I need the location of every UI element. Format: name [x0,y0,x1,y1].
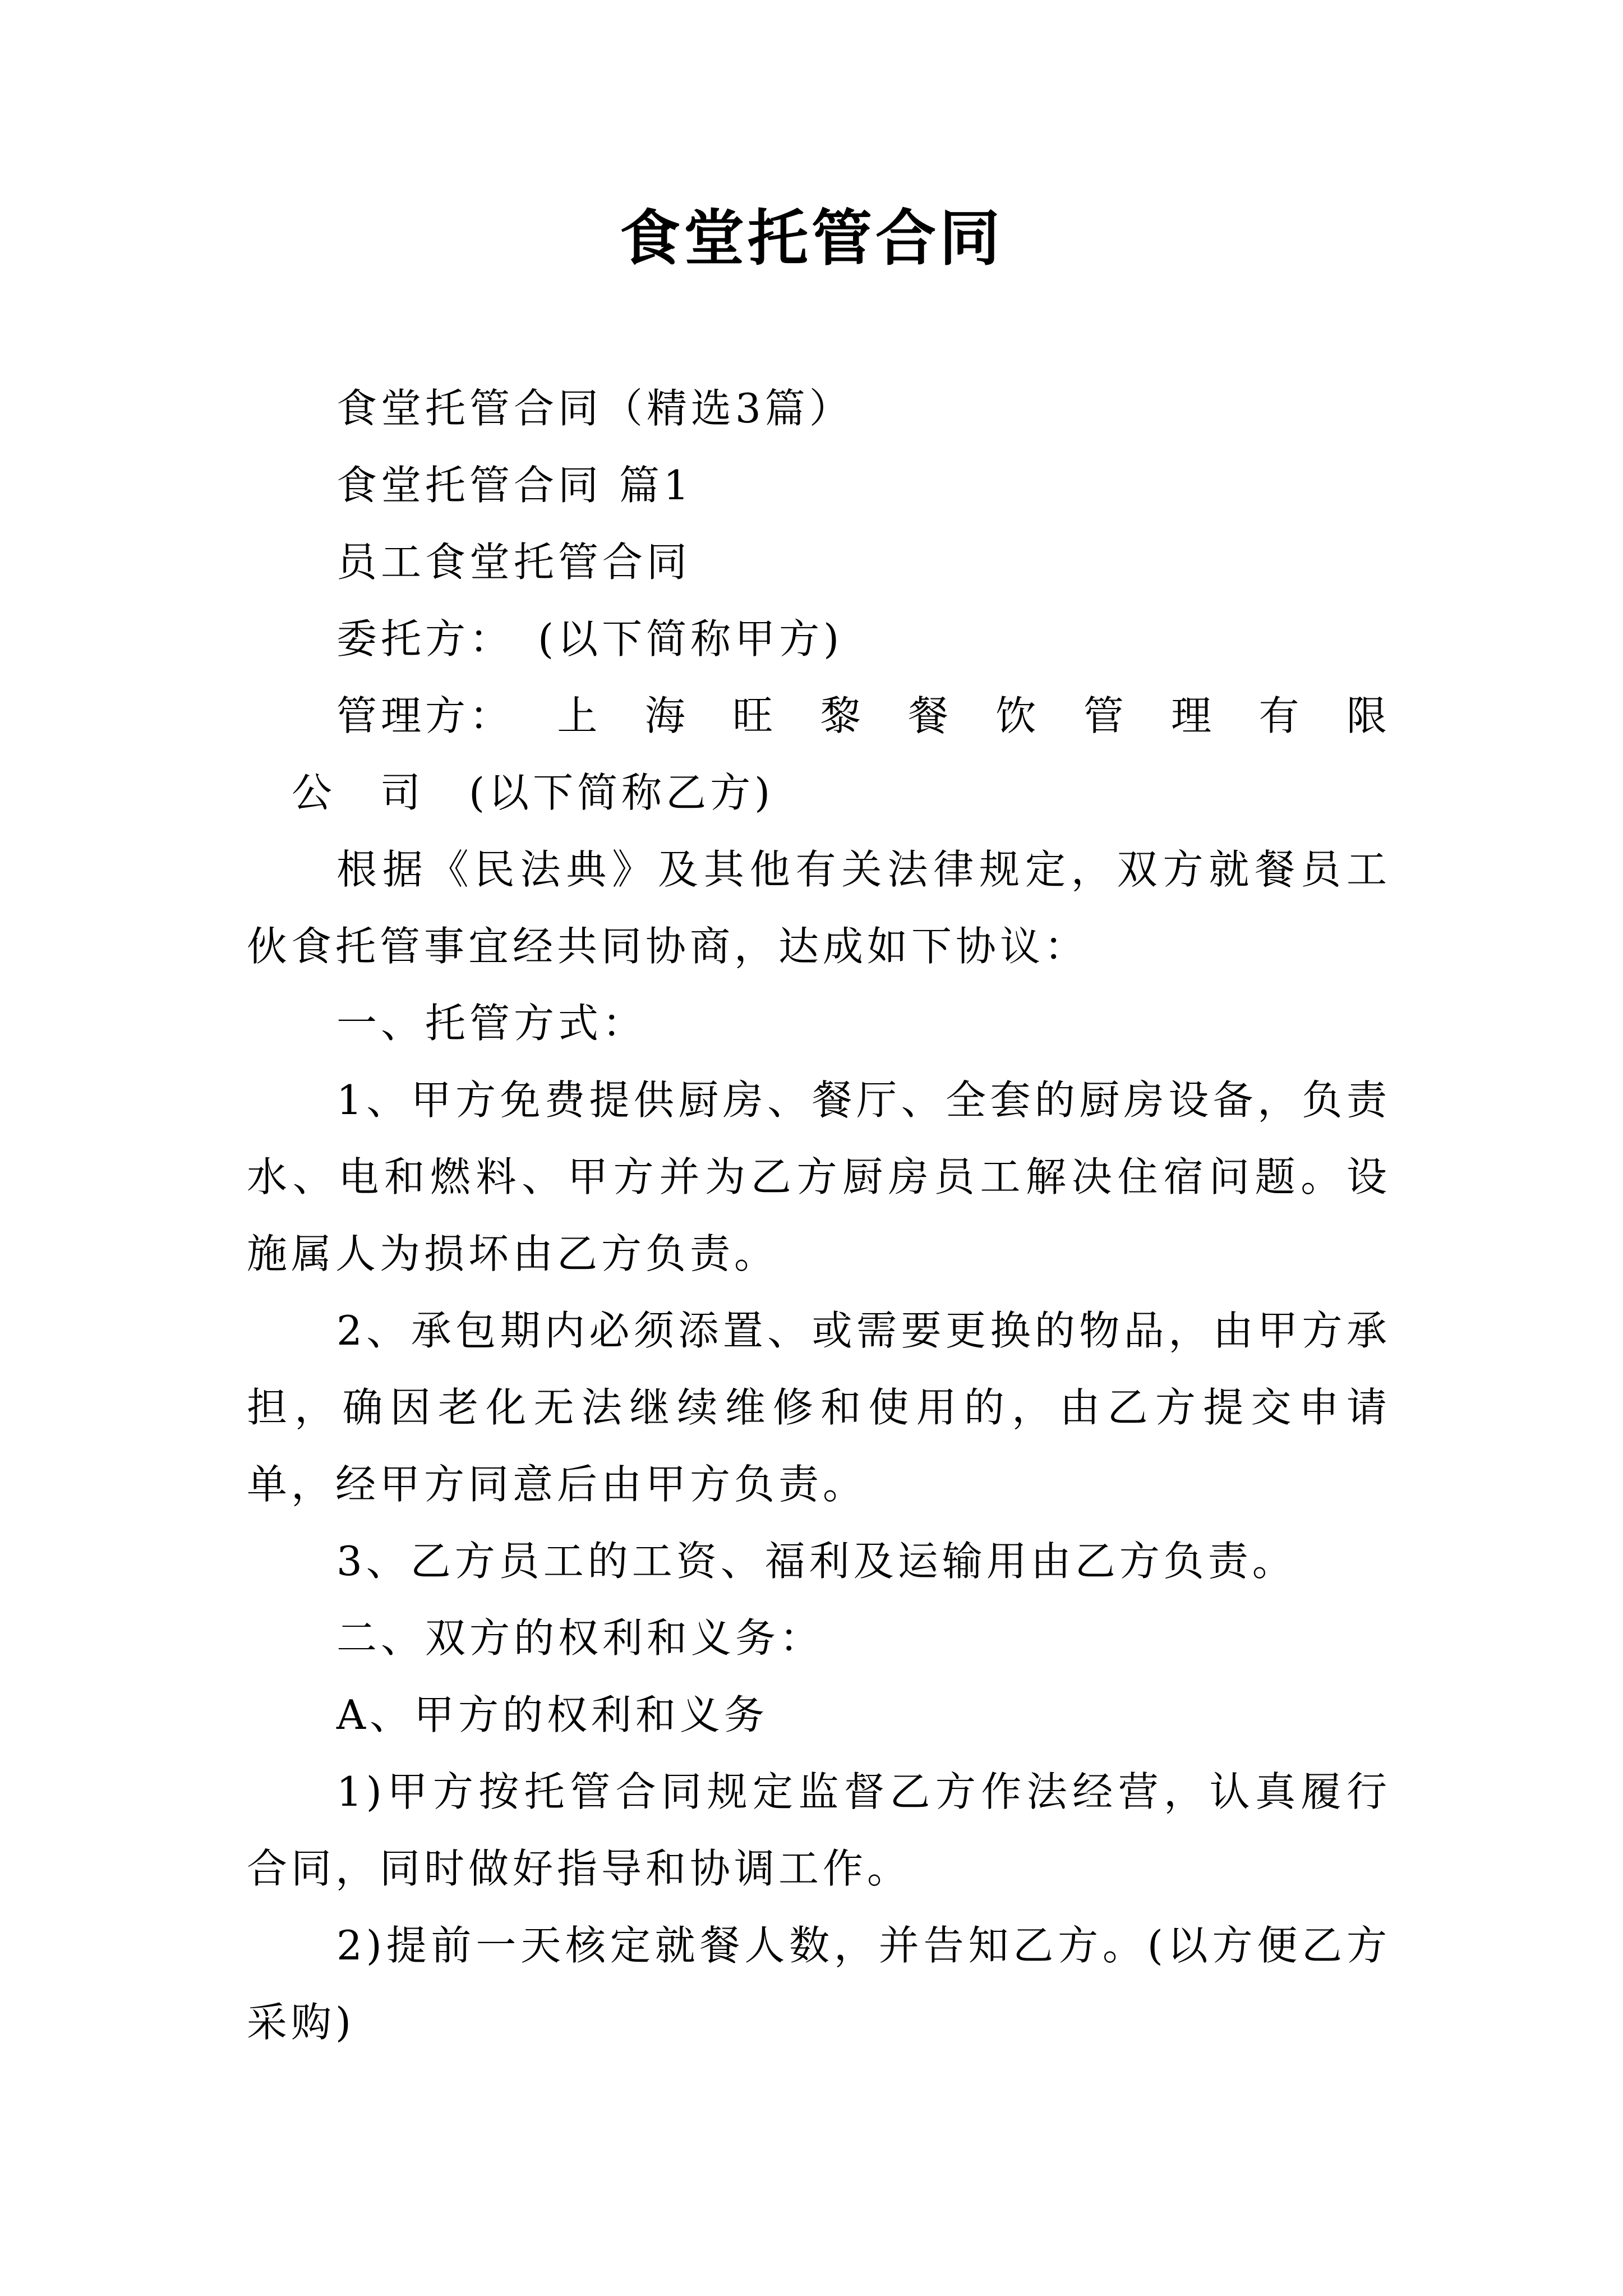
company-char: 管 [1083,692,1128,739]
subsection-a-heading: A、甲方的权利和义务 [336,1691,768,1738]
company-char: 上 [557,692,602,739]
section-1-heading: 一、托管方式： [336,1000,647,1047]
company-char: 限 [1346,692,1391,739]
company-char: 有 [1258,692,1303,739]
company-char: 海 [644,692,689,739]
party-b-continuation: 公 司 (以下简称乙方) [292,769,774,816]
party-b-label: 管理方： [336,692,514,739]
clause-3: 3、乙方员工的工资、福利及运输用由乙方负责。 [336,1538,1297,1585]
company-char: 餐 [907,692,952,739]
clause-a2: 2)提前一天核定就餐人数，并告知乙方。(以方便乙方采购) [247,1922,1391,2046]
company-char: 理 [1171,692,1216,739]
intro-paragraph: 根据《民法典》及其他有关法律规定，双方就餐员工伙食托管事宜经共同协商，达成如下协议： [247,846,1391,970]
company-char: 黎 [820,692,865,739]
subtitle-line: 食堂托管合同（精选3篇） [336,385,854,432]
company-char: 饮 [995,692,1040,739]
party-a-line: 委托方： (以下简称甲方) [336,615,843,662]
company-char: 旺 [732,692,777,739]
chapter-line: 食堂托管合同 篇1 [336,462,693,509]
section-2-heading: 二、双方的权利和义务： [336,1614,824,1662]
contract-name-line: 员工食堂托管合同 [336,539,691,586]
clause-2: 2、承包期内必须添置、或需要更换的物品，由甲方承担，确因老化无法继续维修和使用的，由乙方提交申请单，经甲方同意后由甲方负责。 [247,1307,1391,1508]
clause-a1: 1)甲方按托管合同规定监督乙方作法经营，认真履行合同，同时做好指导和协调工作。 [247,1768,1391,1892]
party-b-line [247,678,1391,754]
document-body [247,370,1391,2061]
clause-1: 1、甲方免费提供厨房、餐厅、全套的厨房设备，负责水、电和燃料、甲方并为乙方厨房员工解决住宿问题。设施属人为损坏由乙方负责。 [247,1076,1391,1277]
document-title: 食堂托管合同 [619,203,1003,274]
